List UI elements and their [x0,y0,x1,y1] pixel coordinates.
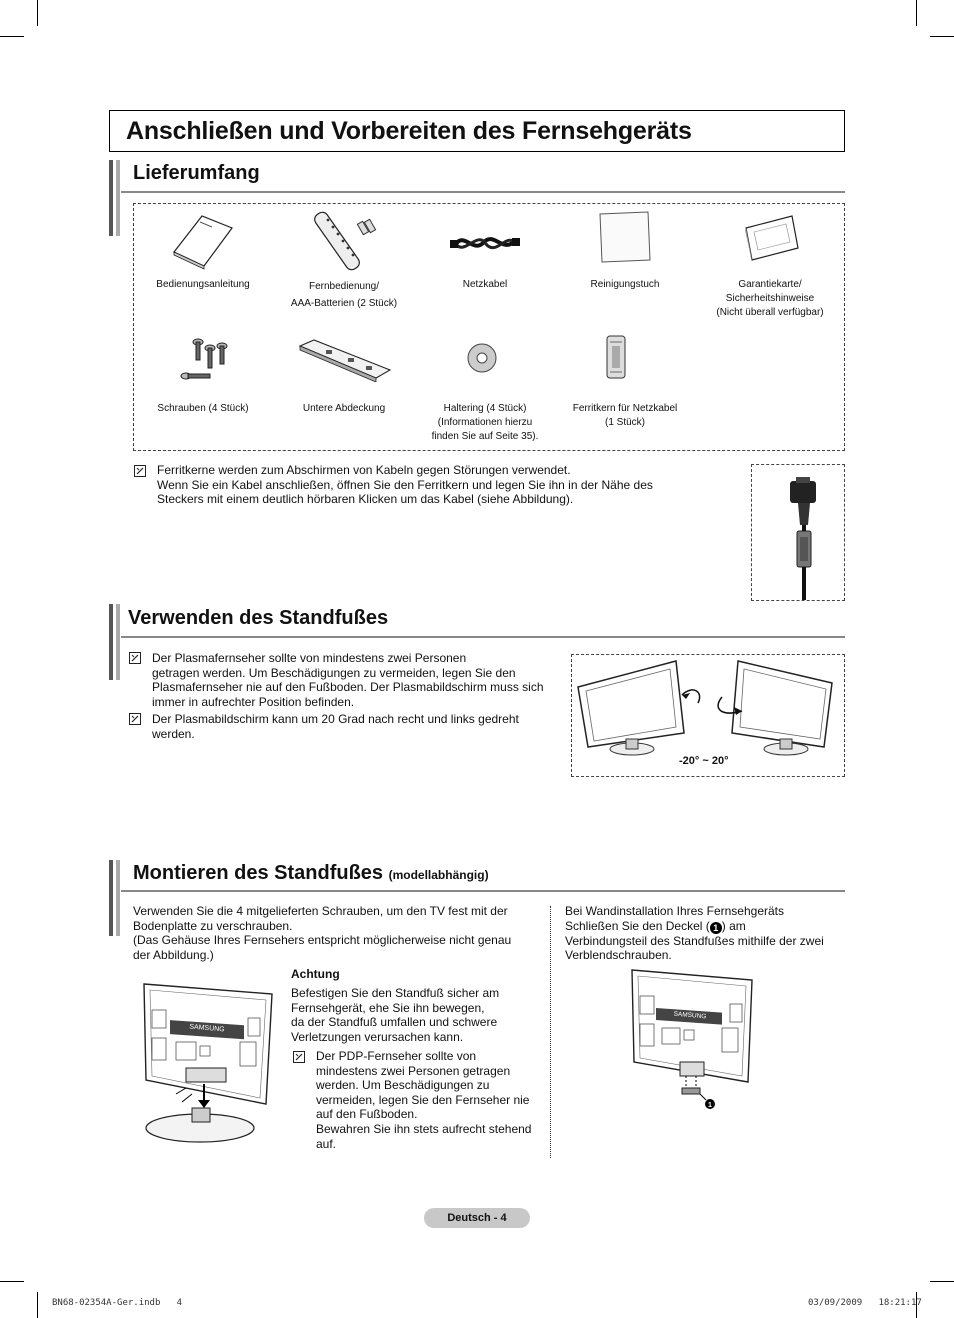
cover-callout-number: 1 [708,1102,712,1109]
crop-mark [930,36,954,37]
montieren-intro: Verwenden Sie die 4 mitgelieferten Schrauben, um den TV fest mit der Bodenplatte zu verschrauben. (Das Gehäuse Ihres Fernsehers entspricht möglicherweise nicht genau der Abbildung.) [133,904,512,962]
section-title-suffix: (modellabhängig) [388,868,489,882]
ferrite-note: Ferritkerne werden zum Abschirmen von Kabeln gegen Störungen verwendet. Wenn Sie ein Kabel anschließen, öffnen Sie den Ferritkern und legen Sie ihn in der Nähe des Steckers mit einem deutlich hörbaren Klicken um das Kabel (siehe Abbildung). [157,463,653,507]
wall-text-part-2: ) am Verbindungsteil des Standfußes mithilfe der zwei Verblendschrauben. [565,918,824,963]
crop-mark [0,1281,24,1282]
item-label: Netzkabel [462,279,508,290]
plug-with-ferrite-illustration [752,465,844,600]
brand-label: SAMSUNG [673,1010,707,1021]
section-bar [109,860,113,936]
tv-rotation-illustration [572,655,844,759]
screws-icon [176,334,232,386]
page-number-badge: Deutsch - 4 [424,1208,530,1228]
column-divider [550,906,551,1158]
page-title: Anschließen und Vorbereiten des Fernsehgeräts [126,117,692,145]
rotation-range-label: -20° ~ 20° [679,755,729,767]
crop-mark [37,0,38,26]
remote-icon [308,210,380,272]
achtung-title: Achtung [291,967,340,981]
section-title-standfuss: Verwenden des Standfußes [128,607,389,629]
section-bar [116,160,120,236]
item-label: Reinigungstuch [590,279,660,290]
bottom-cover-icon [296,336,392,382]
section-rule [121,636,845,638]
item-label: Fernbedienung/ AAA-Batterien (2 Stück) [290,281,398,309]
brand-label: SAMSUNG [189,1023,225,1034]
standfuss-note-2: Der Plasmabildschirm kann um 20 Grad nach recht und links gedreht werden. [152,712,519,741]
manual-icon [170,212,236,270]
section-bar [109,604,113,680]
date-slug: 03/09/2009 18:21:17 [808,1298,922,1308]
crop-mark [930,1281,954,1282]
section-title-montieren-text: Montieren des Standfußes [133,862,384,884]
note-icon [293,1051,305,1063]
standfuss-note-1: Der Plasmafernseher sollte von mindestens zwei Personen getragen werden. Um Beschädigungen zu vermeiden, legen Sie den Plasmafernseher nie auf den Fußboden. Der Plasmabildschirm muss sich immer in aufrechter Position befinden. [152,651,544,709]
cleaning-cloth-icon [596,210,654,264]
file-slug: BN68-02354A-Ger.indb 4 [52,1298,183,1308]
item-label: Haltering (4 Stück) (Informationen hierzu finden Sie auf Seite 35). [431,403,539,442]
section-bar [116,860,120,936]
item-label: Untere Abdeckung [302,403,386,414]
crop-mark [37,1292,38,1318]
section-bar [116,604,120,680]
power-cable-icon [450,228,520,258]
tv-back-cover-illustration [628,966,760,1116]
section-rule [121,191,845,193]
note-icon [129,652,141,664]
wall-installation-text [565,904,845,963]
cover-marker: 1 [710,922,722,934]
note-icon [134,465,146,477]
tv-back-stand-illustration [140,980,280,1145]
section-rule [121,890,845,892]
section-title-montieren [133,862,489,885]
section-bar [109,160,113,236]
item-label: Bedienungsanleitung [156,279,250,290]
note-icon [129,713,141,725]
section-title-lieferumfang: Lieferumfang [133,162,260,184]
item-label: Garantiekarte/ Sicherheitshinweise (Nicht überall verfügbar) [716,279,824,318]
holder-ring-icon [466,342,498,374]
item-label: Schrauben (4 Stück) [157,403,249,414]
achtung-text: Befestigen Sie den Standfuß sicher am Fernsehgerät, ehe Sie ihn bewegen, da der Standfuß umfallen und schwere Verletzungen verursachen kann. [291,986,500,1044]
wall-text-part-1: Bei Wandinstallation Ihres Fernsehgeräts Schließen Sie den Deckel ( [565,904,784,933]
crop-mark [0,36,24,37]
warranty-card-icon [740,212,804,264]
page-title-box [109,110,845,152]
ferrite-core-icon [604,334,628,380]
achtung-note: Der PDP-Fernseher sollte von mindestens zwei Personen getragen werden. Um Beschädigungen zu vermeiden, legen Sie den Fernseher nie auf den Fußboden. Bewahren Sie ihn stets aufrecht stehend auf. [316,1049,532,1151]
item-label: Ferritkern für Netzkabel (1 Stück) [572,403,678,428]
crop-mark [916,0,917,26]
